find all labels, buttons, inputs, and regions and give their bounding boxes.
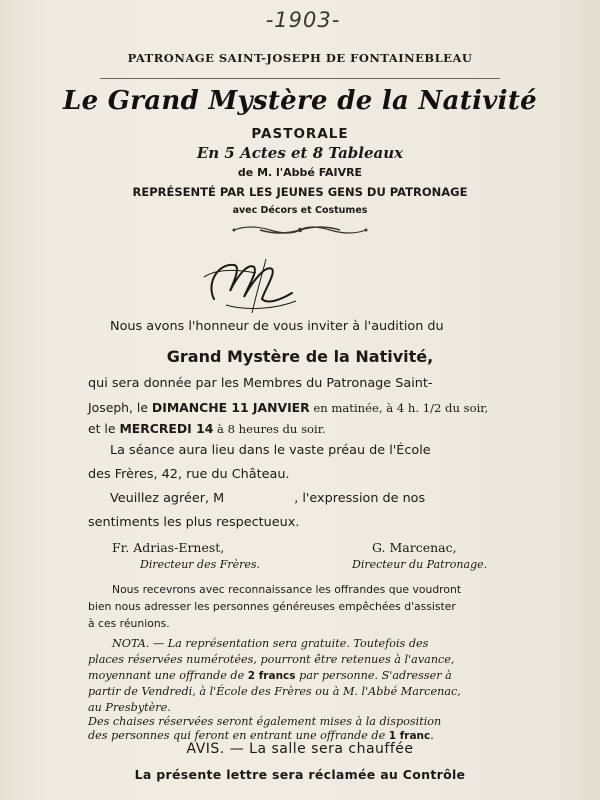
invitation-line: des Frères, 42, rue du Château. <box>88 467 290 482</box>
invitation-line: La séance aura lieu dans le vaste préau de l'École <box>110 443 431 458</box>
ornament-divider-icon <box>230 222 370 238</box>
price-chair: 1 franc <box>388 730 431 742</box>
text-span: Joseph, le <box>88 400 152 415</box>
time-sunday: en matinée, à 4 h. 1/2 du soir, <box>309 401 489 415</box>
text-span: par personne. S'adresser à <box>295 669 452 682</box>
signature-role: Directeur du Patronage. <box>352 558 488 571</box>
signature-name: Fr. Adrias-Ernest, <box>112 540 225 555</box>
invitation-date-line <box>88 402 488 415</box>
offerings-line: Nous recevrons avec reconnaissance les offrandes que voudront <box>112 583 462 596</box>
header-rule <box>100 78 500 79</box>
date-wednesday: MERCREDI 14 <box>119 421 214 436</box>
text-span: et le <box>88 421 120 436</box>
nota-line: Des chaises réservées seront également mises à la disposition <box>88 715 442 728</box>
offerings-line: bien nous adresser les personnes généreuses empêchées d'assister <box>88 600 456 613</box>
staging-line: avec Décors et Costumes <box>232 205 368 216</box>
offerings-line: à ces réunions. <box>88 617 170 630</box>
organization-name: PATRONAGE SAINT-JOSEPH DE FONTAINEBLEAU <box>127 51 473 65</box>
monogram-m-icon <box>196 255 306 315</box>
control-notice: La présente lettre sera réclamée au Contrôle <box>134 767 466 782</box>
main-title: Le Grand Mystère de la Nativité <box>62 86 537 116</box>
genre-label: PASTORALE <box>251 126 349 142</box>
author-line: de M. l'Abbé FAIVRE <box>237 166 363 179</box>
nota-line <box>88 730 434 742</box>
time-wednesday: à 8 heures du soir. <box>213 422 326 436</box>
text-span: moyennant une offrande de <box>88 669 248 682</box>
nota-line: partir de Vendredi, à l'École des Frères ou à M. l'Abbé Marcenac, <box>88 685 461 698</box>
heating-notice: AVIS. — La salle sera chauffée <box>186 741 414 757</box>
performers-line: REPRÉSENTÉ PAR LES JEUNES GENS DU PATRONAGE <box>132 185 468 199</box>
invitation-date-line <box>88 423 326 436</box>
signature-name: G. Marcenac, <box>372 540 457 555</box>
invitation-line: sentiments les plus respectueux. <box>88 515 300 530</box>
acts-label: En 5 Actes et 8 Tableaux <box>196 144 404 162</box>
nota-line: au Presbytère. <box>88 701 171 714</box>
work-title: Grand Mystère de la Nativité, <box>166 347 434 366</box>
price-reserved: 2 francs <box>247 670 296 682</box>
text-span: Veuillez agréer, M <box>110 491 225 506</box>
text-span: , l'expression de nos <box>294 491 426 506</box>
invitation-line: Nous avons l'honneur de vous inviter à l'audition du <box>110 319 444 334</box>
nota-line: places réservées numérotées, pourront être retenues à l'avance, <box>88 653 455 666</box>
text-span: . <box>430 729 434 742</box>
text-span: des personnes qui feront en entrant une offrande de <box>88 729 389 742</box>
nota-line <box>88 670 452 682</box>
invitation-line <box>110 493 425 506</box>
signature-role: Directeur des Frères. <box>140 558 261 571</box>
handwritten-year: -1903- <box>265 8 341 32</box>
nota-line: NOTA. — La représentation sera gratuite. Toutefois des <box>112 637 429 650</box>
date-sunday: DIMANCHE 11 JANVIER <box>151 400 310 415</box>
invitation-line: qui sera donnée par les Membres du Patronage Saint- <box>88 376 433 391</box>
